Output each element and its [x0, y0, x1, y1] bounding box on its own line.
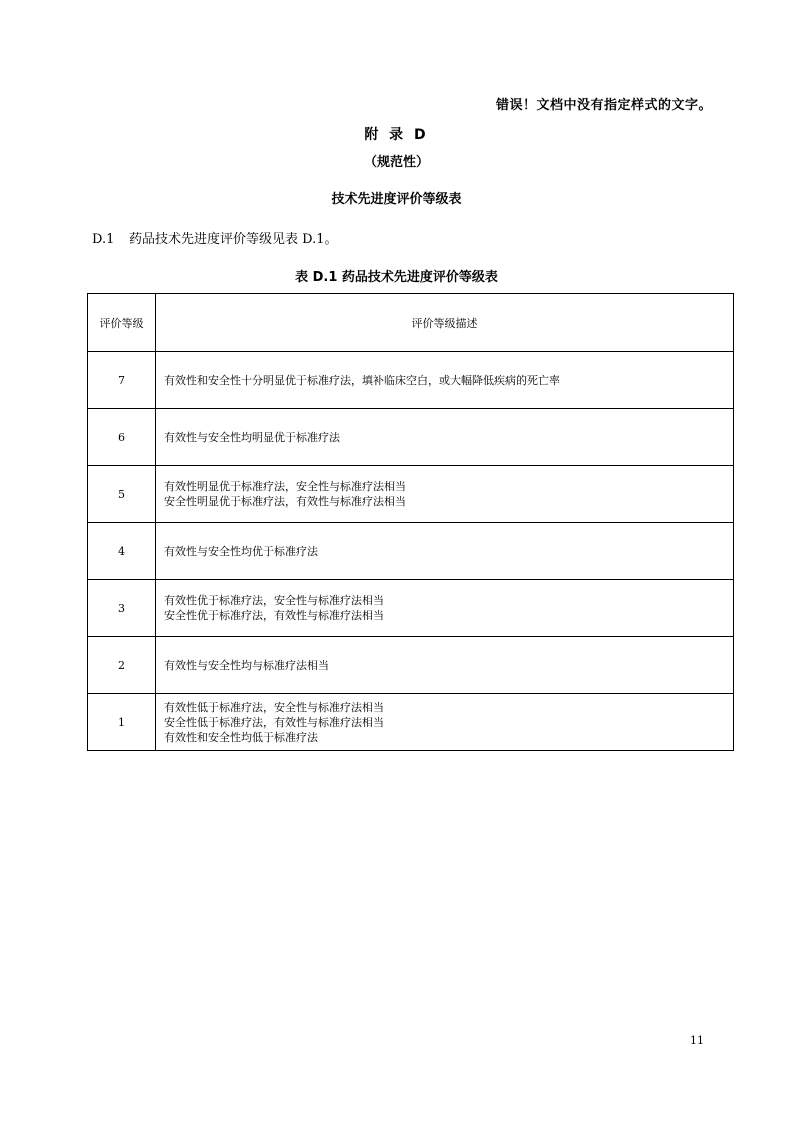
grade-table — [87, 293, 734, 751]
grade-cell: 6 — [88, 409, 156, 466]
description-line: 安全性低于标准疗法，有效性与标准疗法相当 — [164, 715, 384, 729]
description-cell — [156, 352, 734, 409]
grade-cell: 4 — [88, 523, 156, 580]
clause-number: D.1 — [92, 232, 115, 247]
table-row — [88, 523, 734, 580]
appendix-subtitle: （规范性） — [363, 155, 429, 170]
grade-cell: 7 — [88, 352, 156, 409]
grade-cell: 5 — [88, 466, 156, 523]
description-cell — [156, 637, 734, 694]
appendix-title: 附 录 D — [364, 127, 429, 143]
description-line: 有效性和安全性十分明显优于标准疗法，填补临床空白，或大幅降低疾病的死亡率 — [164, 373, 560, 387]
description-line: 有效性与安全性均明显优于标准疗法 — [164, 430, 340, 444]
table-row — [88, 352, 734, 409]
description-cell — [156, 523, 734, 580]
table-row — [88, 694, 734, 751]
description-line: 有效性和安全性均低于标准疗法 — [164, 730, 318, 744]
table-row — [88, 409, 734, 466]
header-error-text: 错误！文档中没有指定样式的文字。 — [495, 98, 712, 113]
description-cell — [156, 580, 734, 637]
table-header-row — [88, 294, 734, 352]
appendix-heading: 技术先进度评价等级表 — [331, 192, 462, 207]
grade-cell: 2 — [88, 637, 156, 694]
description-line: 有效性明显优于标准疗法，安全性与标准疗法相当 — [164, 480, 406, 493]
description-line: 有效性低于标准疗法，安全性与标准疗法相当 — [164, 700, 384, 714]
description-line: 有效性与安全性均与标准疗法相当 — [164, 658, 329, 672]
description-line: 有效性与安全性均优于标准疗法 — [164, 544, 318, 558]
page-number: 11 — [690, 1034, 704, 1047]
header-description: 评价等级描述 — [156, 294, 734, 352]
description-cell — [156, 694, 734, 751]
grade-cell: 1 — [88, 694, 156, 751]
header-grade: 评价等级 — [88, 294, 156, 352]
table-row — [88, 466, 734, 523]
description-cell — [156, 409, 734, 466]
grade-cell: 3 — [88, 580, 156, 637]
table-caption: 表 D.1 药品技术先进度评价等级表 — [295, 270, 498, 285]
table-row — [88, 580, 734, 637]
clause-text: 药品技术先进度评价等级见表 D.1。 — [129, 232, 338, 247]
description-line: 安全性明显优于标准疗法，有效性与标准疗法相当 — [164, 495, 406, 508]
description-cell — [156, 466, 734, 523]
description-line: 有效性优于标准疗法，安全性与标准疗法相当 — [164, 594, 384, 607]
description-line: 安全性优于标准疗法，有效性与标准疗法相当 — [164, 609, 384, 622]
table-row — [88, 637, 734, 694]
clause-d1 — [92, 228, 338, 247]
